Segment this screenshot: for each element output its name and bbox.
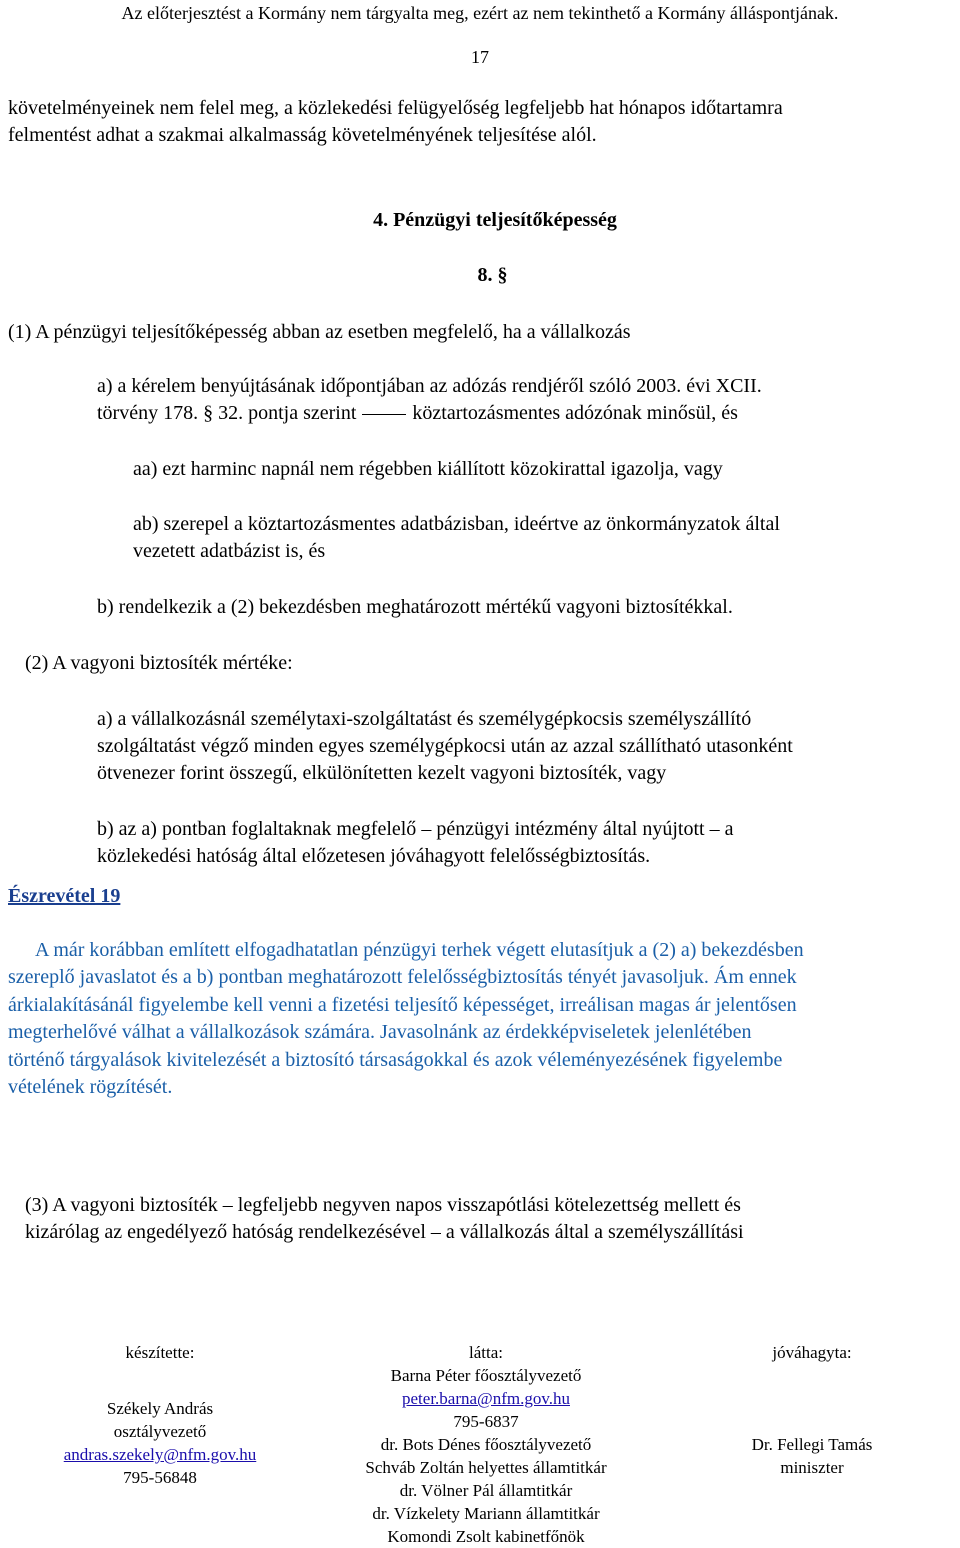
seen-label: látta: (469, 1343, 503, 1362)
para1-aa: aa) ezt harminc napnál nem régebben kiállított közokirattal igazolja, vagy (133, 458, 723, 480)
para1-ab-line-1: ab) szerepel a köztartozásmentes adatbázisban, ideértve az önkormányzatok által (133, 513, 780, 535)
seen-line: dr. Vízkelety Mariann államtitkár (372, 1504, 600, 1523)
seen-line: dr. Völner Pál államtitkár (399, 1481, 573, 1500)
para1-a-line-1: a) a kérelem benyújtásának időpontjában az adózás rendjéről szóló 2003. évi XCII. (97, 375, 762, 397)
disclaimer-header: Az előterjesztést a Kormány nem tárgyalta meg, ezért az nem tekinthető a Kormány álláspontjának. (121, 3, 839, 23)
en-dash: – (421, 818, 432, 840)
paragraph-number: 8. § (477, 264, 508, 286)
para2-b-line-2: közlekedési hatóság által előzetesen jóváhagyott felelősségbiztosítás. (97, 845, 651, 867)
para3-line-2-pre: kizárólag az engedélyező hatóság rendelkezésével (25, 1221, 426, 1243)
comment-line-1: A már korábban említett elfogadhatatlan pénzügyi terhek végett elutasítjuk a (2) a) bekezdésben (35, 939, 804, 961)
prepared-name: Székely András (106, 1399, 214, 1418)
comment-line-6: vételének rögzítését. (8, 1076, 173, 1098)
para3-line-1 (25, 1192, 741, 1219)
para2-b-line-1 (97, 816, 733, 843)
para1-lead: (1) A pénzügyi teljesítőképesség abban az esetben megfelelő, ha a vállalkozás (8, 321, 631, 343)
para2-a-line-1: a) a vállalkozásnál személytaxi-szolgáltatást és személygépkocsis személyszállító (97, 708, 752, 730)
prepared-phone: 795-56848 (123, 1468, 197, 1487)
seen-email-link[interactable]: peter.barna@nfm.gov.hu (402, 1389, 570, 1408)
seen-line: Komondi Zsolt kabinetfőnök (387, 1527, 585, 1546)
en-dash: – (222, 1194, 233, 1216)
seen-line: dr. Bots Dénes főosztályvezető (380, 1435, 592, 1454)
section-title: 4. Pénzügyi teljesítőképesség (373, 209, 617, 231)
comment-line-4: megterhelővé válhat a vállalkozások számára. Javasolnánk az érdekképviseletek jelenlétében (8, 1021, 752, 1043)
para2-a-line-2: szolgáltatást végző minden egyes személygépkocsi után az azzal szállítható utasonként (97, 735, 793, 757)
para2-b-post: a (724, 818, 734, 840)
approved-role: miniszter (780, 1458, 844, 1477)
para2-a-line-3: ötvenezer forint összegű, elkülönítetten kezelt vagyoni biztosíték, vagy (97, 762, 667, 784)
prepared-email-link[interactable]: andras.szekely@nfm.gov.hu (63, 1445, 257, 1464)
intro-line-1: követelményeinek nem felel meg, a közlekedési felügyelőség legfeljebb hat hónapos időtartamra (8, 97, 783, 119)
para3-line-2 (25, 1219, 744, 1246)
page-number: 17 (471, 47, 489, 67)
para2-lead: (2) A vagyoni biztosíték mértéke: (25, 652, 293, 674)
comment-heading: Észrevétel 19 (8, 885, 121, 907)
em-dash (362, 414, 406, 415)
approved-name: Dr. Fellegi Tamás (751, 1435, 873, 1454)
para1-ab-line-2: vezetett adatbázist is, és (133, 540, 326, 562)
comment-line-5: történő tárgyalások kivitelezését a biztosító társaságokkal és azok véleményezésének figyelembe (8, 1049, 783, 1071)
intro-line-2: felmentést adhat a szakmai alkalmasság követelményének teljesítése alól. (8, 124, 597, 146)
para3-line-1-post: legfeljebb negyven napos visszapótlási kötelezettség mellett és (237, 1194, 741, 1216)
en-dash: – (430, 1221, 441, 1243)
para2-b-pre: b) az a) pontban foglaltaknak megfelelő (97, 818, 417, 840)
comment-line-3: árkialakításánál figyelembe kell venni a fizetési teljesítő képességet, irreálisan magas ár jelentősen (8, 994, 797, 1016)
para1-a-line-2 (97, 400, 738, 427)
para1-a-line-2-pre: törvény 178. § 32. pontja szerint (97, 402, 357, 424)
para1-b: b) rendelkezik a (2) bekezdésben meghatározott mértékű vagyoni biztosítékkal. (97, 596, 733, 618)
approved-label: jóváhagyta: (772, 1343, 852, 1362)
para1-a-line-2-post: köztartozásmentes adózónak minősül, és (412, 402, 738, 424)
prepared-role: osztályvezető (113, 1422, 207, 1441)
comment-line-2: szereplő javaslatot és a b) pontban meghatározott felelősségbiztosítás tényét javasoljuk. Ám ennek (8, 966, 797, 988)
seen-line: Barna Péter főosztályvezető (390, 1366, 582, 1385)
para2-b-mid: pénzügyi intézmény által nyújtott (436, 818, 705, 840)
prepared-label: készítette: (125, 1343, 195, 1362)
para3-line-2-post: a vállalkozás által a személyszállítási (445, 1221, 744, 1243)
en-dash: – (709, 818, 720, 840)
seen-line: Schváb Zoltán helyettes államtitkár (365, 1458, 607, 1477)
para3-line-1-pre: (3) A vagyoni biztosíték (25, 1194, 218, 1216)
seen-line: 795-6837 (453, 1412, 519, 1431)
